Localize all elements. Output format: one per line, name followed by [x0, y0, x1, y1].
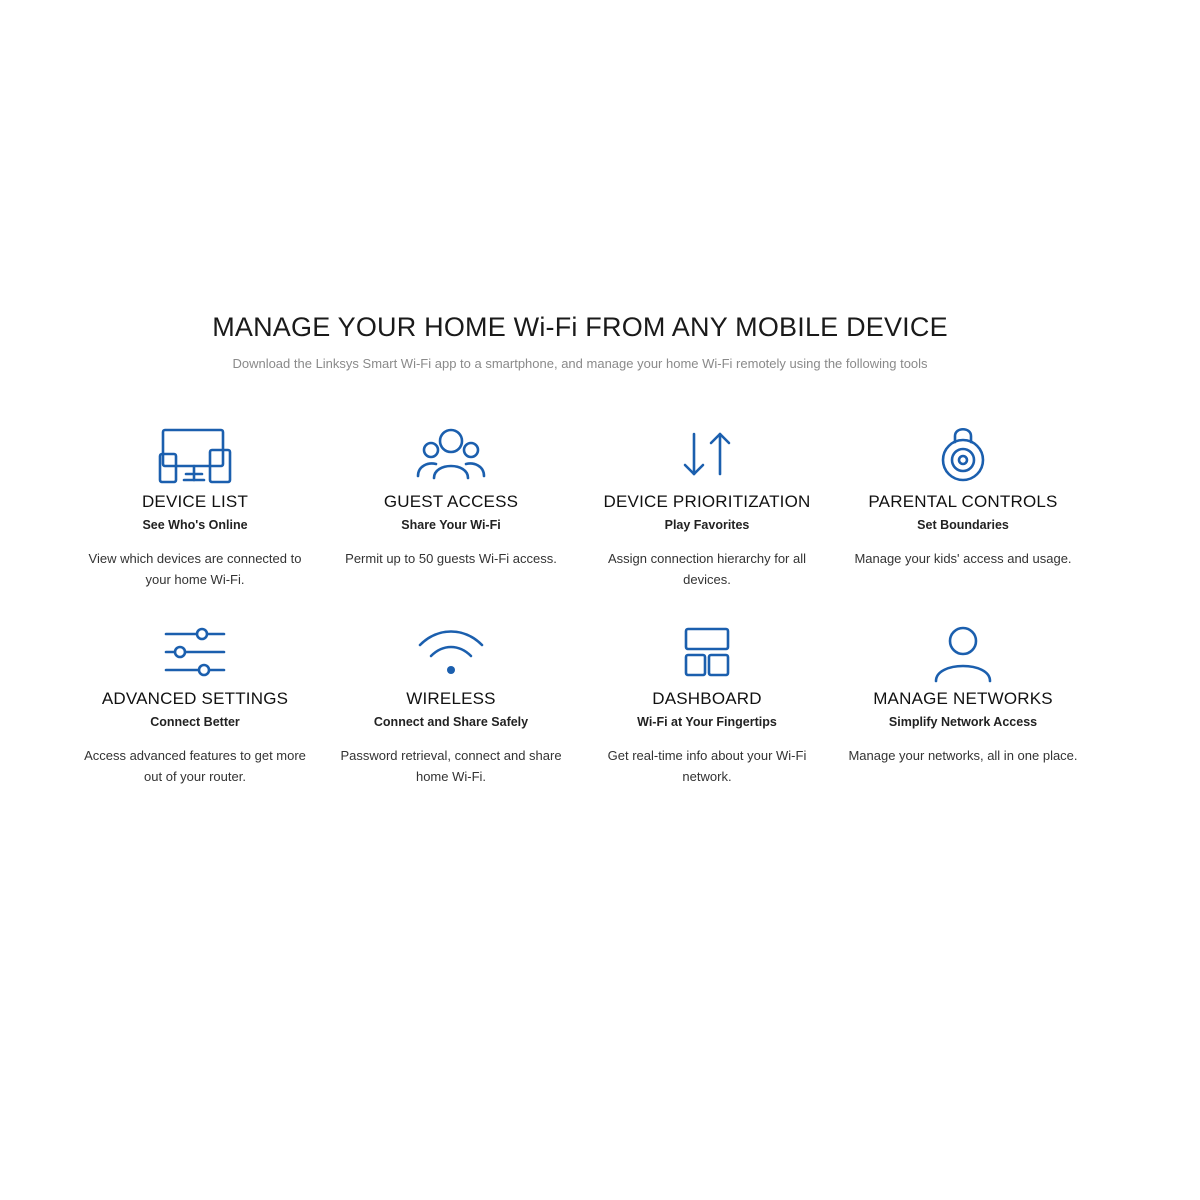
- feature-subtitle: Set Boundaries: [917, 518, 1009, 532]
- page-subtitle: Download the Linksys Smart Wi-Fi app to a smartphone, and manage your home Wi-Fi remotely using the following tools: [232, 356, 928, 371]
- feature-description: Assign connection hierarchy for all devices.: [608, 551, 806, 587]
- feature-description: Manage your networks, all in one place.: [848, 748, 1078, 763]
- feature-subtitle: See Who's Online: [142, 518, 248, 532]
- feature-subtitle: Connect Better: [150, 715, 240, 729]
- feature-title: MANAGE NETWORKS: [873, 689, 1053, 708]
- feature-title: PARENTAL CONTROLS: [868, 492, 1058, 511]
- wifi-signal-icon: [416, 625, 486, 685]
- feature-title: WIRELESS: [406, 689, 496, 708]
- padlock-icon: [928, 428, 998, 488]
- feature-description: Access advanced features to get more out of your router.: [84, 748, 306, 784]
- feature-title: DEVICE PRIORITIZATION: [603, 492, 811, 511]
- feature-title: ADVANCED SETTINGS: [101, 689, 289, 708]
- user-profile-icon: [928, 625, 998, 685]
- feature-subtitle: Share Your Wi-Fi: [401, 518, 501, 532]
- page-title: MANAGE YOUR HOME Wi-Fi FROM ANY MOBILE DEVICE: [212, 312, 948, 342]
- feature-title: DASHBOARD: [652, 689, 762, 708]
- feature-description: Password retrieval, connect and share home Wi-Fi.: [340, 748, 562, 784]
- prioritization-arrows-icon: [672, 428, 742, 488]
- feature-subtitle: Simplify Network Access: [888, 715, 1038, 729]
- device-list-icon: [160, 428, 230, 488]
- feature-subtitle: Wi-Fi at Your Fingertips: [637, 715, 777, 729]
- feature-title: DEVICE LIST: [141, 492, 249, 511]
- feature-title: GUEST ACCESS: [383, 492, 519, 511]
- feature-subtitle: Play Favorites: [664, 518, 750, 532]
- feature-description: Manage your kids' access and usage.: [854, 551, 1072, 566]
- feature-description: Get real-time info about your Wi-Fi network.: [607, 748, 807, 784]
- feature-description: View which devices are connected to your home Wi-Fi.: [88, 551, 302, 587]
- dashboard-tiles-icon: [672, 625, 742, 685]
- sliders-icon: [160, 625, 230, 685]
- guest-access-icon: [416, 428, 486, 488]
- feature-subtitle: Connect and Share Safely: [373, 715, 529, 729]
- feature-description: Permit up to 50 guests Wi-Fi access.: [345, 551, 557, 566]
